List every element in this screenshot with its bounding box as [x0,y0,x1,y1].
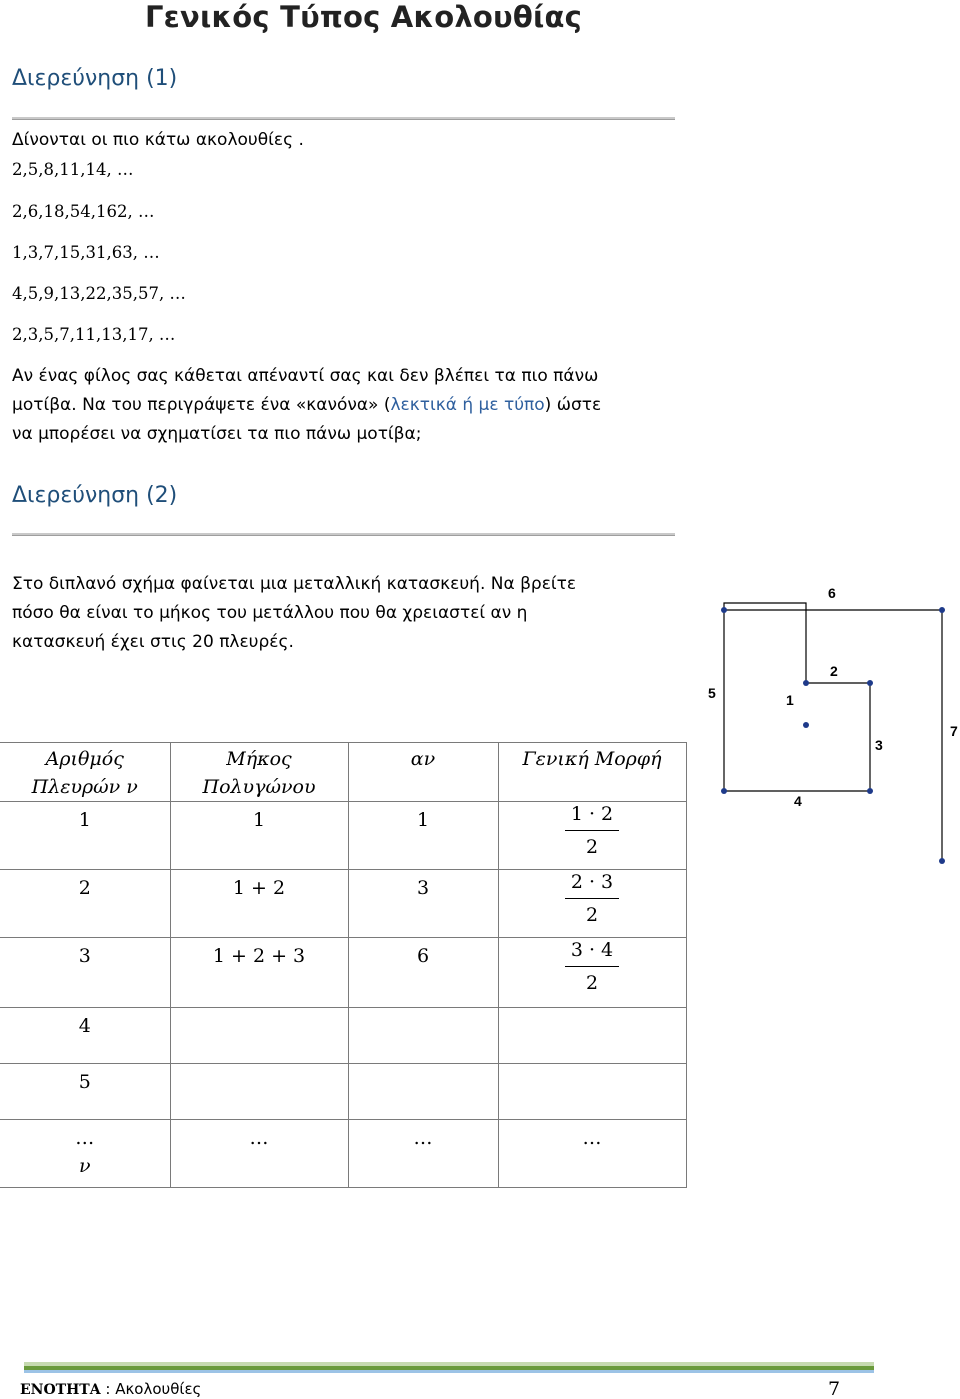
table-row [0,938,686,1008]
fraction [565,938,619,995]
footer-section [20,1380,201,1398]
header-sides-text: Αριθμός Πλευρών ν [31,748,138,798]
section2-divider [12,533,675,536]
footer-section-label: ΕΝΟΤΗΤΑ [20,1382,101,1398]
fraction-denominator: 2 [585,904,599,926]
sequence-1: 2,5,8,11,14, … [12,160,134,179]
sequence-5: 2,3,5,7,11,13,17, … [12,325,176,344]
metal-construction-figure [700,578,960,878]
figure-label-2: 2 [830,663,838,679]
table-header-row [0,743,686,802]
header-general-form [498,743,686,802]
question-line-2 [12,395,601,415]
cell-term: 6 [348,938,498,1008]
cell-n-symbol: ν [78,1155,91,1177]
cell-term [348,1064,498,1120]
cell-general-form-last: … [498,1120,686,1188]
header-sides [0,743,170,802]
cell-general-form [498,802,686,870]
header-length [170,743,348,802]
cell-n: 1 [0,802,170,870]
cell-n-last [0,1120,170,1188]
cell-term: 3 [348,870,498,938]
footer-separator: : [100,1380,116,1398]
sequence-4: 4,5,9,13,22,35,57, … [12,284,186,303]
figure-label-6: 6 [828,585,836,601]
vertex-point [939,858,945,864]
cell-n: 2 [0,870,170,938]
cell-term [348,1008,498,1064]
fraction-numerator: 3 · 4 [565,938,619,967]
vertex-point [803,680,809,686]
page-title: Γενικός Τύπος Ακολουθίας [145,0,582,34]
question-line-1: Αν ένας φίλος σας κάθεται απέναντί σας και δεν βλέπει τα πιο πάνω [12,366,599,386]
cell-term-last: … [348,1120,498,1188]
cell-n-ellipsis: … [75,1127,95,1149]
figure-label-1: 1 [786,692,794,708]
fraction [565,802,619,859]
fraction [565,870,619,927]
section2-line-3: κατασκευή έχει στις 20 πλευρές. [12,632,294,652]
table-row [0,802,686,870]
figure-label-7: 7 [950,723,958,739]
cell-length: 1 + 2 [170,870,348,938]
cell-length [170,1008,348,1064]
cell-length-last: … [170,1120,348,1188]
cell-n: 5 [0,1064,170,1120]
fraction-numerator: 2 · 3 [565,870,619,899]
question-line-2-highlight: λεκτικά ή με τύπο [390,395,545,415]
footer-rule-blue [24,1370,874,1373]
fraction-numerator: 1 · 2 [565,802,619,831]
section2-line-1: Στο διπλανό σχήμα φαίνεται μια μεταλλική κατασκευή. Να βρείτε [12,574,577,594]
vertex-point [803,722,809,728]
section2-heading: Διερεύνηση (2) [12,483,178,508]
vertex-point [721,788,727,794]
footer-topic: Ακολουθίες [115,1380,202,1398]
cell-term: 1 [348,802,498,870]
sequence-table [0,742,687,1188]
cell-n: 3 [0,938,170,1008]
figure-label-3: 3 [875,737,883,753]
vertex-point [721,607,727,613]
section1-heading: Διερεύνηση (1) [12,66,178,91]
section2-line-2: πόσο θα είναι το μήκος του μετάλλου που θα χρειαστεί αν η [12,603,528,623]
table-row [0,1008,686,1064]
table-row [0,1064,686,1120]
cell-n: 4 [0,1008,170,1064]
section1-intro: Δίνονται οι πιο κάτω ακολουθίες . [12,130,304,150]
fraction-denominator: 2 [585,972,599,994]
question-line-3: να μπορέσει να σχηματίσει τα πιο πάνω μοτίβα; [12,424,422,444]
figure-label-4: 4 [794,793,802,809]
question-line-2-part-c: ) ώστε [544,395,602,415]
cell-general-form [498,1064,686,1120]
header-term-text: αν [410,748,436,770]
cell-general-form [498,938,686,1008]
header-length-text: Μήκος Πολυγώνου [202,748,316,798]
sequence-3: 1,3,7,15,31,63, … [12,243,160,262]
inner-construction-lines [724,603,870,791]
vertex-point [867,680,873,686]
cell-length [170,1064,348,1120]
header-general-form-text: Γενική Μορφή [522,748,662,770]
question-line-2-part-a: μοτίβα. Να του περιγράψετε ένα «κανόνα» ( [12,395,391,415]
figure-label-5: 5 [708,685,716,701]
fraction-denominator: 2 [585,836,599,858]
section1-divider [12,117,675,120]
table-row [0,870,686,938]
cell-length: 1 [170,802,348,870]
outer-construction-lines [724,610,942,861]
sequence-2: 2,6,18,54,162, … [12,202,155,221]
page-number: 7 [828,1378,841,1399]
cell-length: 1 + 2 + 3 [170,938,348,1008]
header-term [348,743,498,802]
vertex-point [867,788,873,794]
table-row-last [0,1120,686,1188]
cell-general-form [498,1008,686,1064]
vertex-point [939,607,945,613]
cell-general-form [498,870,686,938]
